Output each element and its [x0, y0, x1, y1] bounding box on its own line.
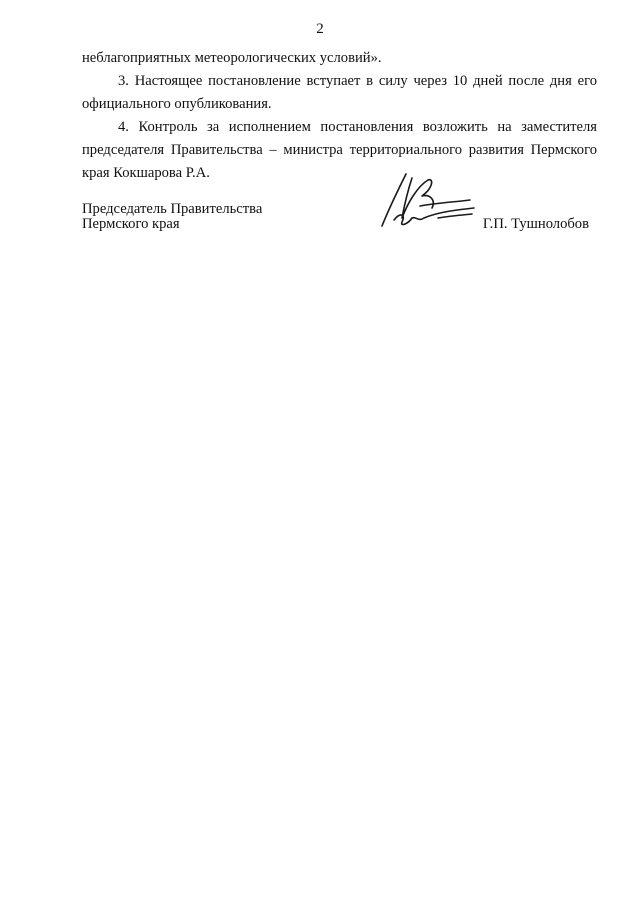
- signer-title: [82, 202, 262, 232]
- signer-title-line-1: Председатель Правительства: [82, 201, 263, 217]
- page-number: 2: [316, 21, 324, 37]
- paragraph-item-3: 3. Настоящее постановление вступает в силу через 10 дней после дня его официального опубликования.: [82, 73, 597, 112]
- paragraph-item-4: 4. Контроль за исполнением постановления возложить на заместителя председателя Правительства – министра территориального развития Пермского края Кокшарова Р.А.: [82, 119, 597, 181]
- signer-name: Г.П. Тушнолобов: [482, 216, 589, 232]
- signer-title-line-2: Пермского края: [82, 216, 180, 232]
- paragraph-continuation: неблагоприятных метеорологических условий».: [82, 50, 382, 66]
- document-body: [82, 47, 597, 185]
- signature-block: [82, 202, 597, 242]
